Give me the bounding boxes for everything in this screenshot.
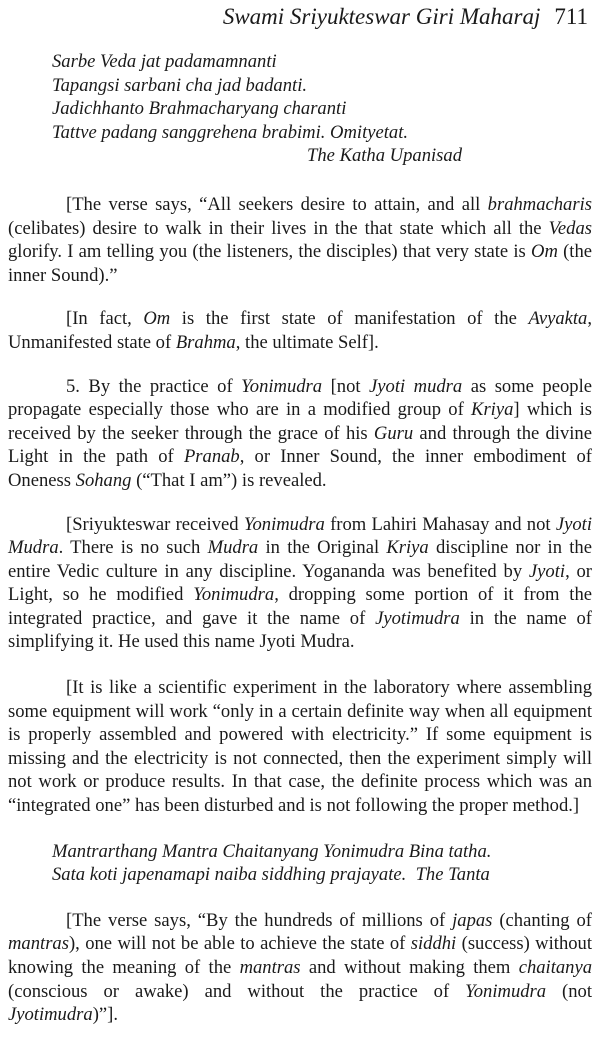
verse-line: Mantrarthang Mantra Chaitanyang Yonimudra Bina tatha. — [52, 840, 492, 862]
page-number: 711 — [554, 4, 588, 29]
paragraph-japas: [The verse says, “By the hundreds of millions of japas (chanting of mantras), one will not be able to achieve the state of siddhi (success) without knowing the meaning of the mantras and without making them chaitanya (conscious or awake) and without the practice of Yonimudra (not Jyotimudra)”]. — [8, 909, 593, 1026]
running-header — [0, 4, 588, 30]
verse-line: Jadichhanto Brahmacharyang charanti — [52, 98, 347, 120]
verse-line: Sata koti japenamapi naiba siddhing prajayate. The Tanta — [52, 864, 490, 886]
verse-tanta — [52, 840, 592, 887]
header-title: Swami Sriyukteswar Giri Maharaj — [222, 4, 541, 29]
verse-source: The Katha Upanisad — [307, 145, 462, 167]
paragraph-experiment: [It is like a scientific experiment in the laboratory where assembling some equipment will work “only in a certain definite way when all equipment is properly assembled and powered with electricity.” If some equipment is missing and the electricity is not connected, then the experiment simply will not work or produce results. In that case, the definite process which was an “integrated one” has been disturbed and is not following the proper method.] — [8, 677, 592, 817]
verse-line: Tattve padang sanggrehena brabimi. Omityetat. — [52, 121, 409, 143]
paragraph-verse-meaning: [The verse says, “All seekers desire to attain, and all brahmacharis (celibates) desire to walk in their lives in the that state which all the Vedas glorify. I am telling you (the listeners, the disciples) that very state is Om (the inner Sound).” — [8, 193, 592, 286]
verse-line: Sarbe Veda jat padamamnanti — [52, 51, 277, 72]
paragraph-sriyukteswar: [Sriyukteswar received Yonimudra from Lahiri Mahasay and not Jyoti Mudra. There is no such Mudra in the Original Kriya discipline nor in the entire Vedic culture in any discipline. Yogananda was benefited by Jyoti, or Light, so he modified Yonimudra, dropping some portion of it from the integrated practice, and gave it the name of Jyotimudra in the name of simplifying it. He used this name Jyoti Mudra. — [8, 513, 592, 653]
body-text — [8, 50, 592, 1027]
paragraph-yonimudra: 5. By the practice of Yonimudra [not Jyoti mudra as some people propagate especially those who are in a modified group of Kriya] which is received by the seeker through the grace of his Guru and through the divine Light in the path of Pranab, or Inner Sound, the inner embodiment of Oneness Sohang (“That I am”) is revealed. — [8, 375, 592, 491]
paragraph-om: [In fact, Om is the first state of manifestation of the Avyakta, Unmanifested state of Brahma, the ultimate Self]. — [8, 308, 592, 353]
verse-line: Tapangsi sarbani cha jad badanti. — [52, 74, 308, 96]
verse-katha — [52, 50, 592, 168]
verse-source: The Tanta — [415, 864, 490, 886]
